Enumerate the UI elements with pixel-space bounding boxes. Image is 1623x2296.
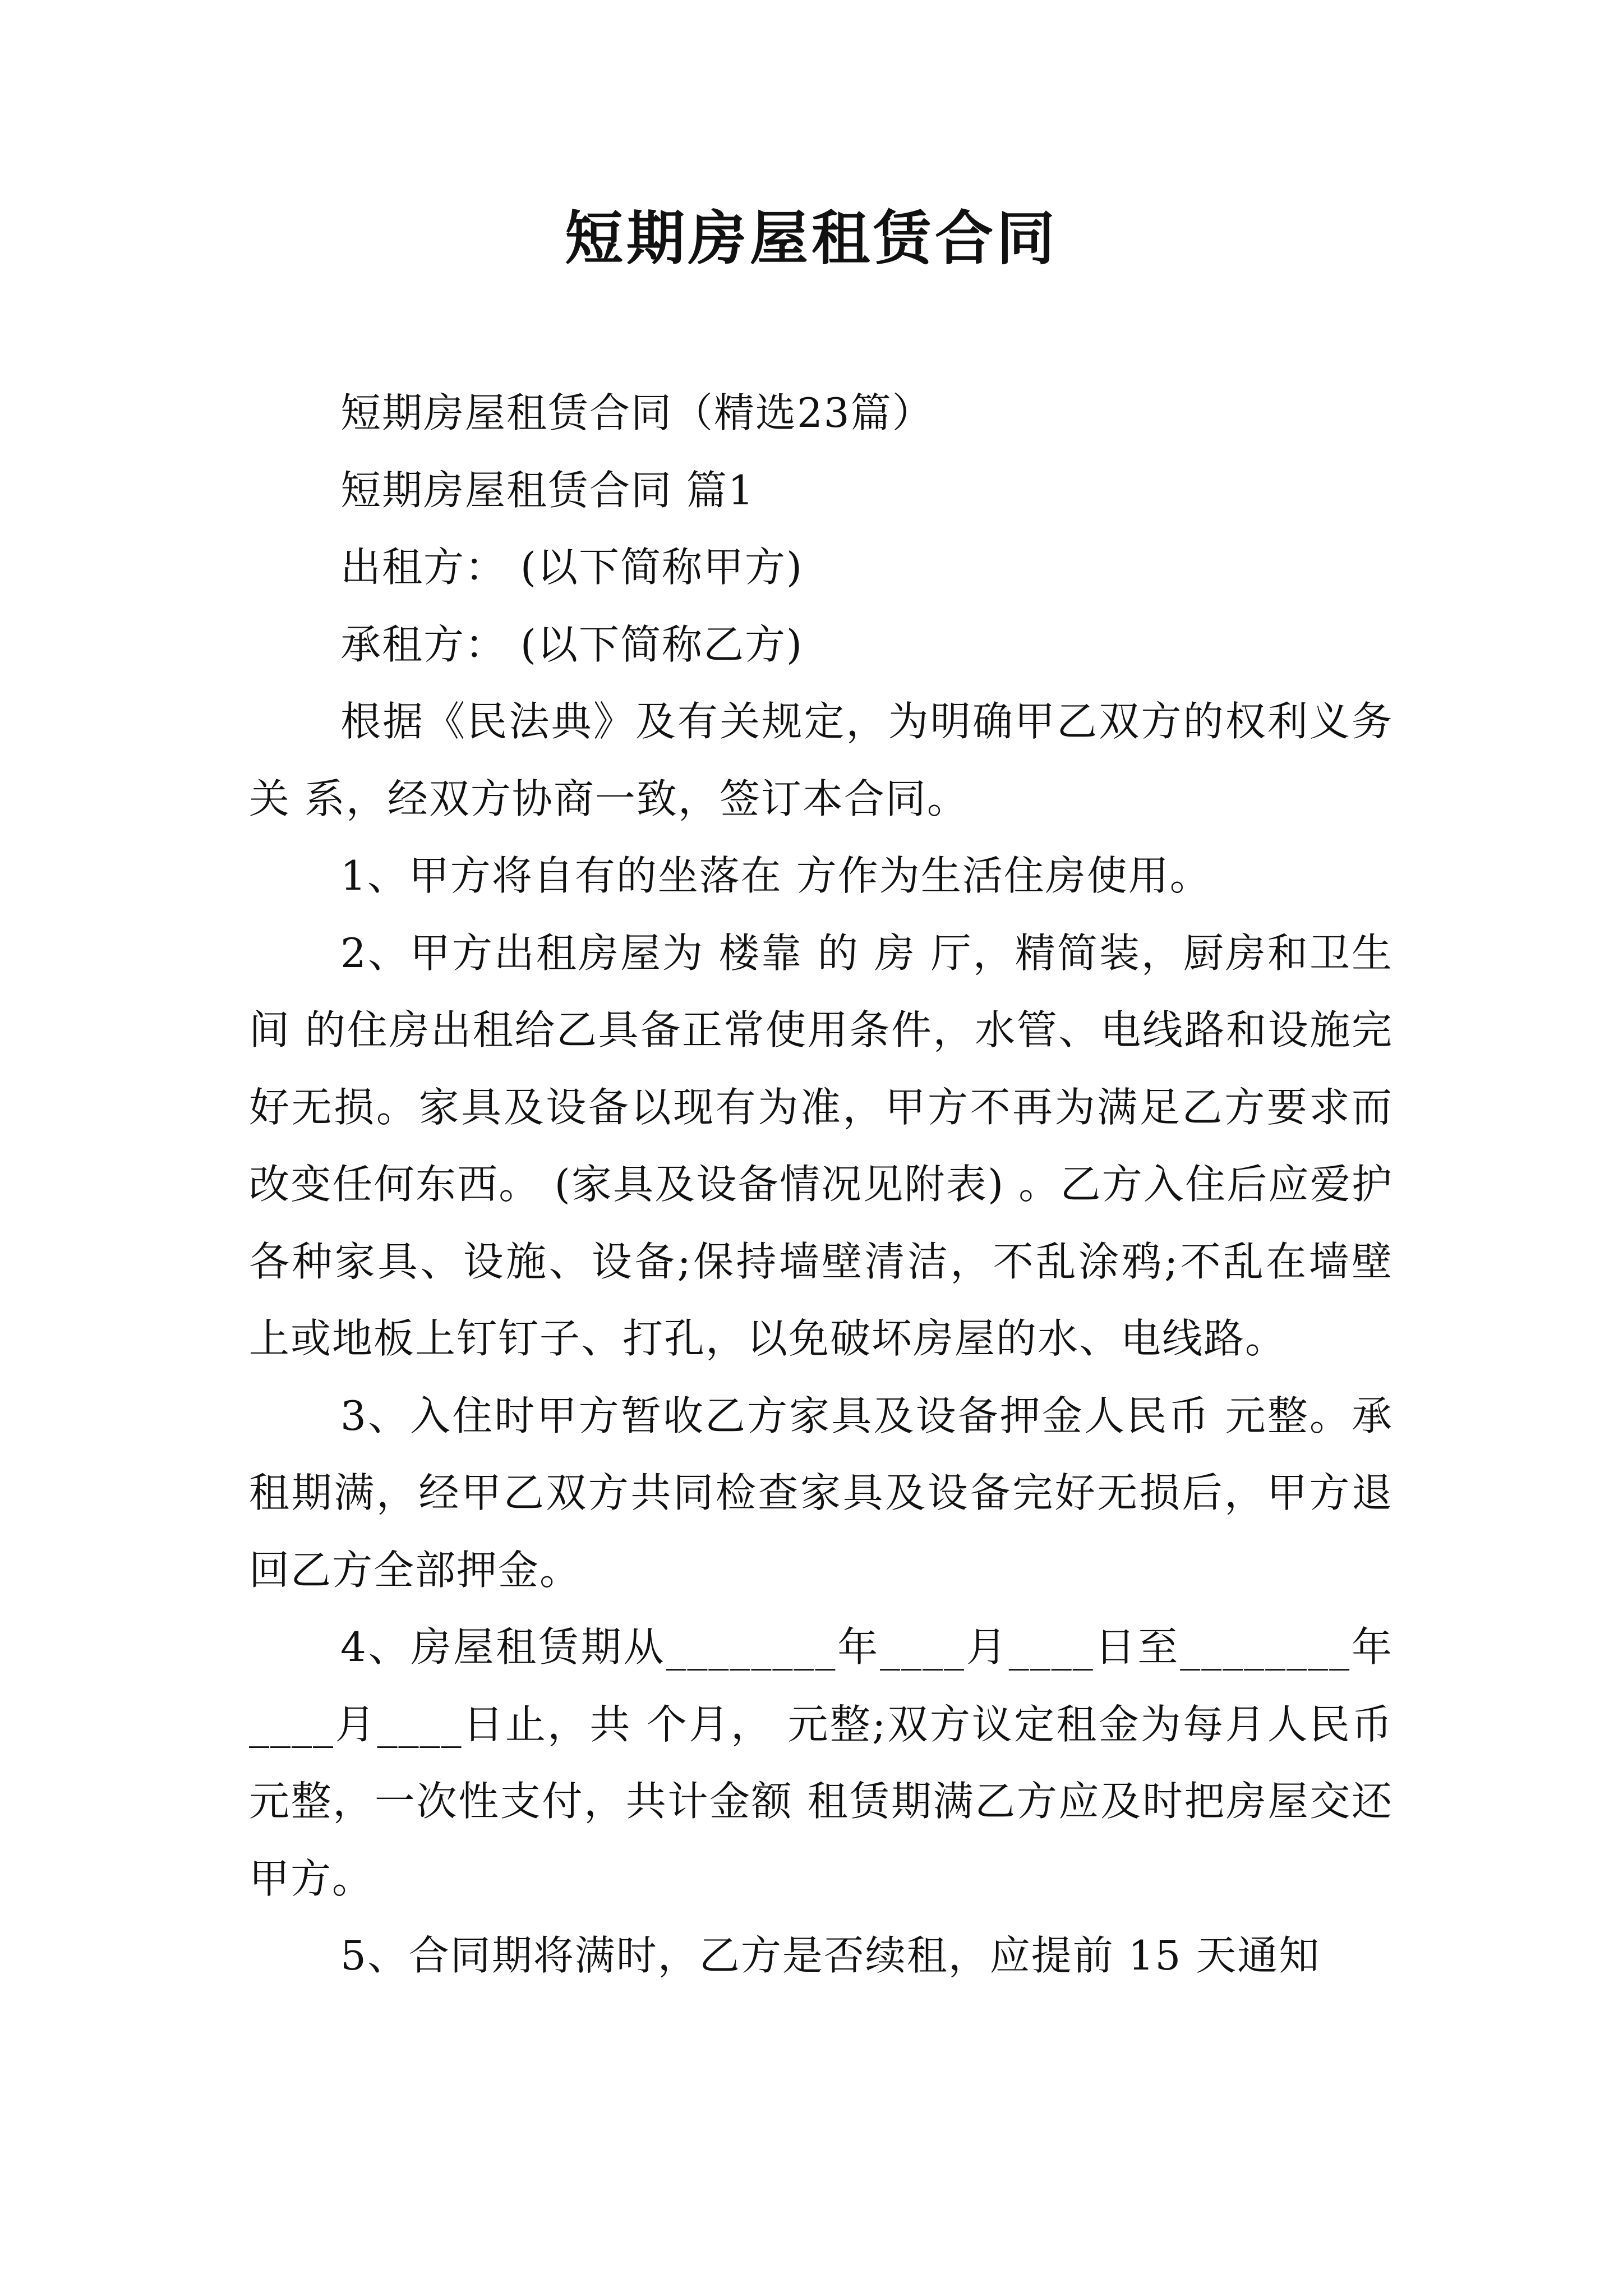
paragraph-preamble: 根据《民法典》及有关规定，为明确甲乙双方的权利义务关 系，经双方协商一致，签订本合同。 bbox=[249, 698, 1393, 822]
paragraph-clause-4: 4、房屋租赁期从________年____月____日至________年____月____日止，共 个月， 元整;双方议定租金为每月人民币元整，一次性支付，共计金额 租赁期满乙方应及时把房屋交还甲方。 bbox=[249, 1623, 1393, 1902]
paragraph-lessee: 承租方： (以下简称乙方) bbox=[340, 620, 804, 668]
paragraph-clause-3: 3、入住时甲方暂收乙方家具及设备押金人民币 元整。承租期满，经甲乙双方共同检查家具及设备完好无损后，甲方退回乙方全部押金。 bbox=[249, 1392, 1393, 1594]
paragraph-section-heading: 短期房屋租赁合同 篇1 bbox=[340, 466, 755, 514]
paragraph-clause-5: 5、合同期将满时，乙方是否续租，应提前 15 天通知 bbox=[340, 1932, 1321, 1979]
paragraph-subtitle: 短期房屋租赁合同（精选23篇） bbox=[340, 389, 934, 436]
paragraph-clause-2: 2、甲方出租房屋为 楼靠 的 房 厅，精简装，厨房和卫生间 的住房出租给乙具备正常使用条件，水管、电线路和设施完好无损。家具及设备以现有为准，甲方不再为满足乙方要求而改变任何东西。 (家具及设备情况见附表) 。乙方入住后应爱护各种家具、设施、设备;保持墙壁清洁，不乱涂鸦;不乱在墙壁上或地板上钉钉子、打孔，以免破坏房屋的水、电线路。 bbox=[249, 929, 1393, 1362]
paragraph-clause-1: 1、甲方将自有的坐落在 方作为生活住房使用。 bbox=[340, 852, 1211, 899]
document-title: 短期房屋租赁合同 bbox=[564, 204, 1058, 273]
document-body bbox=[249, 375, 1393, 1995]
paragraph-lessor: 出租方： (以下简称甲方) bbox=[340, 544, 804, 591]
